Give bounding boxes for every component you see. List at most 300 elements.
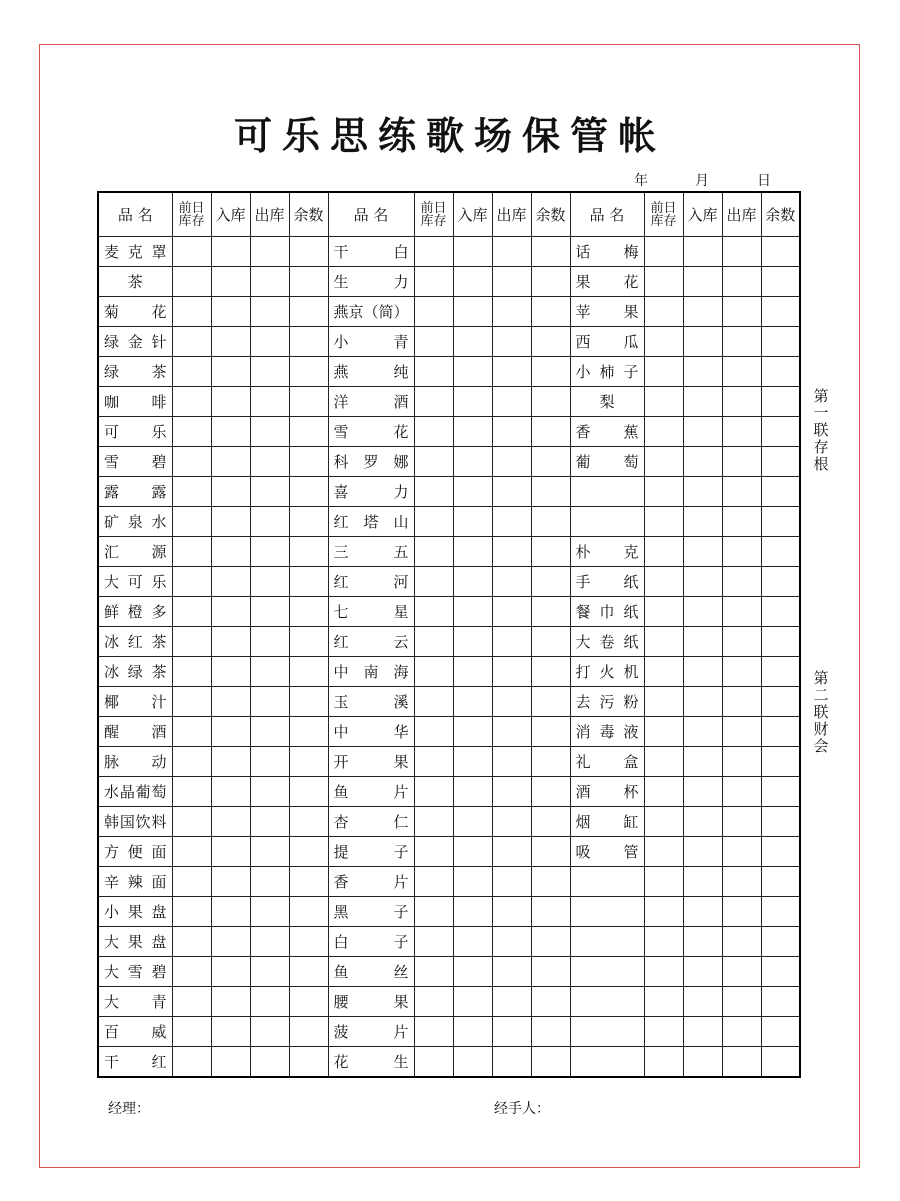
prev-stock-cell[interactable] bbox=[414, 747, 453, 777]
in-cell[interactable] bbox=[211, 597, 250, 627]
rest-cell[interactable] bbox=[289, 327, 328, 357]
rest-cell[interactable] bbox=[531, 597, 570, 627]
rest-cell[interactable] bbox=[531, 417, 570, 447]
rest-cell[interactable] bbox=[761, 507, 800, 537]
in-cell[interactable] bbox=[211, 717, 250, 747]
out-cell[interactable] bbox=[722, 687, 761, 717]
rest-cell[interactable] bbox=[761, 657, 800, 687]
out-cell[interactable] bbox=[250, 897, 289, 927]
rest-cell[interactable] bbox=[761, 1017, 800, 1047]
out-cell[interactable] bbox=[492, 597, 531, 627]
rest-cell[interactable] bbox=[531, 927, 570, 957]
out-cell[interactable] bbox=[250, 957, 289, 987]
rest-cell[interactable] bbox=[761, 447, 800, 477]
in-cell[interactable] bbox=[683, 777, 722, 807]
out-cell[interactable] bbox=[250, 657, 289, 687]
rest-cell[interactable] bbox=[761, 807, 800, 837]
rest-cell[interactable] bbox=[289, 357, 328, 387]
out-cell[interactable] bbox=[492, 687, 531, 717]
out-cell[interactable] bbox=[250, 687, 289, 717]
prev-stock-cell[interactable] bbox=[644, 867, 683, 897]
out-cell[interactable] bbox=[492, 237, 531, 267]
out-cell[interactable] bbox=[250, 297, 289, 327]
out-cell[interactable] bbox=[492, 507, 531, 537]
out-cell[interactable] bbox=[722, 267, 761, 297]
out-cell[interactable] bbox=[250, 357, 289, 387]
rest-cell[interactable] bbox=[531, 537, 570, 567]
out-cell[interactable] bbox=[492, 867, 531, 897]
out-cell[interactable] bbox=[250, 327, 289, 357]
in-cell[interactable] bbox=[453, 927, 492, 957]
prev-stock-cell[interactable] bbox=[172, 357, 211, 387]
in-cell[interactable] bbox=[683, 897, 722, 927]
out-cell[interactable] bbox=[250, 417, 289, 447]
out-cell[interactable] bbox=[722, 777, 761, 807]
out-cell[interactable] bbox=[722, 867, 761, 897]
prev-stock-cell[interactable] bbox=[414, 237, 453, 267]
in-cell[interactable] bbox=[683, 987, 722, 1017]
prev-stock-cell[interactable] bbox=[172, 837, 211, 867]
rest-cell[interactable] bbox=[531, 657, 570, 687]
rest-cell[interactable] bbox=[761, 327, 800, 357]
in-cell[interactable] bbox=[683, 1017, 722, 1047]
rest-cell[interactable] bbox=[289, 807, 328, 837]
in-cell[interactable] bbox=[683, 627, 722, 657]
out-cell[interactable] bbox=[492, 657, 531, 687]
out-cell[interactable] bbox=[722, 987, 761, 1017]
in-cell[interactable] bbox=[453, 687, 492, 717]
rest-cell[interactable] bbox=[761, 867, 800, 897]
prev-stock-cell[interactable] bbox=[414, 1047, 453, 1078]
prev-stock-cell[interactable] bbox=[414, 687, 453, 717]
prev-stock-cell[interactable] bbox=[414, 597, 453, 627]
in-cell[interactable] bbox=[211, 747, 250, 777]
out-cell[interactable] bbox=[492, 477, 531, 507]
rest-cell[interactable] bbox=[531, 447, 570, 477]
out-cell[interactable] bbox=[250, 567, 289, 597]
prev-stock-cell[interactable] bbox=[644, 1017, 683, 1047]
out-cell[interactable] bbox=[722, 957, 761, 987]
in-cell[interactable] bbox=[453, 867, 492, 897]
out-cell[interactable] bbox=[492, 267, 531, 297]
out-cell[interactable] bbox=[492, 387, 531, 417]
rest-cell[interactable] bbox=[761, 417, 800, 447]
in-cell[interactable] bbox=[211, 837, 250, 867]
in-cell[interactable] bbox=[683, 837, 722, 867]
out-cell[interactable] bbox=[492, 417, 531, 447]
in-cell[interactable] bbox=[211, 957, 250, 987]
rest-cell[interactable] bbox=[761, 927, 800, 957]
prev-stock-cell[interactable] bbox=[414, 807, 453, 837]
out-cell[interactable] bbox=[250, 987, 289, 1017]
prev-stock-cell[interactable] bbox=[644, 597, 683, 627]
rest-cell[interactable] bbox=[531, 777, 570, 807]
in-cell[interactable] bbox=[211, 927, 250, 957]
in-cell[interactable] bbox=[453, 567, 492, 597]
prev-stock-cell[interactable] bbox=[172, 537, 211, 567]
prev-stock-cell[interactable] bbox=[414, 717, 453, 747]
prev-stock-cell[interactable] bbox=[644, 837, 683, 867]
out-cell[interactable] bbox=[722, 327, 761, 357]
in-cell[interactable] bbox=[683, 327, 722, 357]
rest-cell[interactable] bbox=[531, 297, 570, 327]
out-cell[interactable] bbox=[722, 1047, 761, 1078]
in-cell[interactable] bbox=[683, 507, 722, 537]
prev-stock-cell[interactable] bbox=[414, 867, 453, 897]
prev-stock-cell[interactable] bbox=[172, 627, 211, 657]
out-cell[interactable] bbox=[722, 567, 761, 597]
rest-cell[interactable] bbox=[531, 987, 570, 1017]
out-cell[interactable] bbox=[722, 537, 761, 567]
out-cell[interactable] bbox=[722, 1017, 761, 1047]
prev-stock-cell[interactable] bbox=[172, 687, 211, 717]
prev-stock-cell[interactable] bbox=[414, 627, 453, 657]
out-cell[interactable] bbox=[250, 1017, 289, 1047]
prev-stock-cell[interactable] bbox=[172, 1047, 211, 1078]
out-cell[interactable] bbox=[492, 627, 531, 657]
in-cell[interactable] bbox=[683, 867, 722, 897]
rest-cell[interactable] bbox=[289, 777, 328, 807]
out-cell[interactable] bbox=[250, 717, 289, 747]
in-cell[interactable] bbox=[211, 867, 250, 897]
rest-cell[interactable] bbox=[531, 867, 570, 897]
rest-cell[interactable] bbox=[531, 567, 570, 597]
prev-stock-cell[interactable] bbox=[172, 417, 211, 447]
prev-stock-cell[interactable] bbox=[172, 297, 211, 327]
in-cell[interactable] bbox=[211, 657, 250, 687]
rest-cell[interactable] bbox=[289, 927, 328, 957]
prev-stock-cell[interactable] bbox=[172, 657, 211, 687]
in-cell[interactable] bbox=[211, 537, 250, 567]
prev-stock-cell[interactable] bbox=[644, 627, 683, 657]
out-cell[interactable] bbox=[722, 447, 761, 477]
in-cell[interactable] bbox=[683, 957, 722, 987]
prev-stock-cell[interactable] bbox=[644, 417, 683, 447]
rest-cell[interactable] bbox=[531, 1017, 570, 1047]
out-cell[interactable] bbox=[722, 237, 761, 267]
rest-cell[interactable] bbox=[531, 747, 570, 777]
out-cell[interactable] bbox=[250, 867, 289, 897]
in-cell[interactable] bbox=[453, 717, 492, 747]
out-cell[interactable] bbox=[722, 507, 761, 537]
rest-cell[interactable] bbox=[289, 447, 328, 477]
in-cell[interactable] bbox=[453, 837, 492, 867]
out-cell[interactable] bbox=[250, 447, 289, 477]
prev-stock-cell[interactable] bbox=[414, 957, 453, 987]
in-cell[interactable] bbox=[453, 267, 492, 297]
out-cell[interactable] bbox=[722, 927, 761, 957]
out-cell[interactable] bbox=[722, 477, 761, 507]
out-cell[interactable] bbox=[250, 837, 289, 867]
in-cell[interactable] bbox=[211, 897, 250, 927]
in-cell[interactable] bbox=[683, 657, 722, 687]
in-cell[interactable] bbox=[683, 807, 722, 837]
rest-cell[interactable] bbox=[531, 327, 570, 357]
in-cell[interactable] bbox=[453, 657, 492, 687]
rest-cell[interactable] bbox=[761, 477, 800, 507]
in-cell[interactable] bbox=[211, 357, 250, 387]
in-cell[interactable] bbox=[683, 447, 722, 477]
prev-stock-cell[interactable] bbox=[172, 807, 211, 837]
rest-cell[interactable] bbox=[531, 1047, 570, 1078]
rest-cell[interactable] bbox=[531, 957, 570, 987]
rest-cell[interactable] bbox=[531, 627, 570, 657]
prev-stock-cell[interactable] bbox=[172, 387, 211, 417]
prev-stock-cell[interactable] bbox=[172, 327, 211, 357]
prev-stock-cell[interactable] bbox=[644, 477, 683, 507]
prev-stock-cell[interactable] bbox=[414, 657, 453, 687]
in-cell[interactable] bbox=[211, 627, 250, 657]
in-cell[interactable] bbox=[683, 597, 722, 627]
out-cell[interactable] bbox=[492, 537, 531, 567]
prev-stock-cell[interactable] bbox=[644, 747, 683, 777]
in-cell[interactable] bbox=[683, 417, 722, 447]
out-cell[interactable] bbox=[722, 747, 761, 777]
out-cell[interactable] bbox=[492, 807, 531, 837]
in-cell[interactable] bbox=[683, 717, 722, 747]
in-cell[interactable] bbox=[683, 357, 722, 387]
rest-cell[interactable] bbox=[289, 837, 328, 867]
prev-stock-cell[interactable] bbox=[414, 327, 453, 357]
rest-cell[interactable] bbox=[289, 537, 328, 567]
prev-stock-cell[interactable] bbox=[172, 237, 211, 267]
in-cell[interactable] bbox=[211, 987, 250, 1017]
rest-cell[interactable] bbox=[289, 657, 328, 687]
out-cell[interactable] bbox=[250, 807, 289, 837]
prev-stock-cell[interactable] bbox=[172, 567, 211, 597]
out-cell[interactable] bbox=[250, 747, 289, 777]
out-cell[interactable] bbox=[722, 897, 761, 927]
out-cell[interactable] bbox=[250, 477, 289, 507]
rest-cell[interactable] bbox=[289, 237, 328, 267]
out-cell[interactable] bbox=[492, 897, 531, 927]
prev-stock-cell[interactable] bbox=[414, 447, 453, 477]
prev-stock-cell[interactable] bbox=[172, 447, 211, 477]
in-cell[interactable] bbox=[683, 567, 722, 597]
prev-stock-cell[interactable] bbox=[644, 507, 683, 537]
in-cell[interactable] bbox=[453, 807, 492, 837]
rest-cell[interactable] bbox=[761, 597, 800, 627]
out-cell[interactable] bbox=[492, 327, 531, 357]
rest-cell[interactable] bbox=[289, 1047, 328, 1078]
prev-stock-cell[interactable] bbox=[644, 357, 683, 387]
in-cell[interactable] bbox=[453, 1047, 492, 1078]
prev-stock-cell[interactable] bbox=[172, 477, 211, 507]
in-cell[interactable] bbox=[453, 537, 492, 567]
rest-cell[interactable] bbox=[531, 897, 570, 927]
prev-stock-cell[interactable] bbox=[414, 927, 453, 957]
in-cell[interactable] bbox=[683, 927, 722, 957]
rest-cell[interactable] bbox=[761, 297, 800, 327]
in-cell[interactable] bbox=[453, 747, 492, 777]
prev-stock-cell[interactable] bbox=[414, 897, 453, 927]
out-cell[interactable] bbox=[492, 1017, 531, 1047]
rest-cell[interactable] bbox=[531, 717, 570, 747]
in-cell[interactable] bbox=[453, 507, 492, 537]
prev-stock-cell[interactable] bbox=[172, 927, 211, 957]
prev-stock-cell[interactable] bbox=[172, 747, 211, 777]
in-cell[interactable] bbox=[453, 897, 492, 927]
out-cell[interactable] bbox=[250, 267, 289, 297]
prev-stock-cell[interactable] bbox=[414, 1017, 453, 1047]
in-cell[interactable] bbox=[211, 507, 250, 537]
in-cell[interactable] bbox=[211, 1047, 250, 1078]
rest-cell[interactable] bbox=[761, 687, 800, 717]
out-cell[interactable] bbox=[722, 657, 761, 687]
in-cell[interactable] bbox=[683, 537, 722, 567]
out-cell[interactable] bbox=[492, 447, 531, 477]
prev-stock-cell[interactable] bbox=[414, 417, 453, 447]
prev-stock-cell[interactable] bbox=[414, 777, 453, 807]
out-cell[interactable] bbox=[492, 357, 531, 387]
out-cell[interactable] bbox=[250, 627, 289, 657]
out-cell[interactable] bbox=[722, 627, 761, 657]
rest-cell[interactable] bbox=[289, 627, 328, 657]
rest-cell[interactable] bbox=[761, 957, 800, 987]
rest-cell[interactable] bbox=[761, 837, 800, 867]
in-cell[interactable] bbox=[211, 327, 250, 357]
prev-stock-cell[interactable] bbox=[644, 327, 683, 357]
prev-stock-cell[interactable] bbox=[644, 807, 683, 837]
in-cell[interactable] bbox=[683, 237, 722, 267]
rest-cell[interactable] bbox=[289, 507, 328, 537]
prev-stock-cell[interactable] bbox=[172, 1017, 211, 1047]
in-cell[interactable] bbox=[453, 327, 492, 357]
in-cell[interactable] bbox=[453, 477, 492, 507]
in-cell[interactable] bbox=[453, 297, 492, 327]
out-cell[interactable] bbox=[250, 507, 289, 537]
prev-stock-cell[interactable] bbox=[414, 837, 453, 867]
out-cell[interactable] bbox=[492, 987, 531, 1017]
prev-stock-cell[interactable] bbox=[414, 507, 453, 537]
rest-cell[interactable] bbox=[761, 357, 800, 387]
in-cell[interactable] bbox=[211, 237, 250, 267]
rest-cell[interactable] bbox=[761, 567, 800, 597]
prev-stock-cell[interactable] bbox=[414, 297, 453, 327]
out-cell[interactable] bbox=[722, 717, 761, 747]
in-cell[interactable] bbox=[211, 447, 250, 477]
rest-cell[interactable] bbox=[761, 627, 800, 657]
rest-cell[interactable] bbox=[289, 417, 328, 447]
prev-stock-cell[interactable] bbox=[172, 867, 211, 897]
in-cell[interactable] bbox=[453, 987, 492, 1017]
prev-stock-cell[interactable] bbox=[644, 447, 683, 477]
rest-cell[interactable] bbox=[289, 987, 328, 1017]
in-cell[interactable] bbox=[211, 477, 250, 507]
out-cell[interactable] bbox=[722, 597, 761, 627]
in-cell[interactable] bbox=[211, 687, 250, 717]
prev-stock-cell[interactable] bbox=[172, 957, 211, 987]
rest-cell[interactable] bbox=[289, 897, 328, 927]
in-cell[interactable] bbox=[453, 957, 492, 987]
out-cell[interactable] bbox=[250, 1047, 289, 1078]
rest-cell[interactable] bbox=[761, 747, 800, 777]
in-cell[interactable] bbox=[683, 297, 722, 327]
prev-stock-cell[interactable] bbox=[644, 897, 683, 927]
out-cell[interactable] bbox=[722, 387, 761, 417]
out-cell[interactable] bbox=[250, 597, 289, 627]
prev-stock-cell[interactable] bbox=[644, 387, 683, 417]
prev-stock-cell[interactable] bbox=[414, 987, 453, 1017]
rest-cell[interactable] bbox=[761, 267, 800, 297]
out-cell[interactable] bbox=[250, 237, 289, 267]
prev-stock-cell[interactable] bbox=[644, 237, 683, 267]
rest-cell[interactable] bbox=[289, 957, 328, 987]
out-cell[interactable] bbox=[492, 777, 531, 807]
out-cell[interactable] bbox=[250, 537, 289, 567]
rest-cell[interactable] bbox=[531, 267, 570, 297]
rest-cell[interactable] bbox=[289, 747, 328, 777]
in-cell[interactable] bbox=[211, 807, 250, 837]
prev-stock-cell[interactable] bbox=[644, 537, 683, 567]
prev-stock-cell[interactable] bbox=[644, 717, 683, 747]
out-cell[interactable] bbox=[492, 717, 531, 747]
in-cell[interactable] bbox=[683, 687, 722, 717]
out-cell[interactable] bbox=[722, 837, 761, 867]
in-cell[interactable] bbox=[453, 387, 492, 417]
rest-cell[interactable] bbox=[761, 987, 800, 1017]
out-cell[interactable] bbox=[250, 777, 289, 807]
rest-cell[interactable] bbox=[289, 387, 328, 417]
rest-cell[interactable] bbox=[761, 237, 800, 267]
in-cell[interactable] bbox=[683, 387, 722, 417]
prev-stock-cell[interactable] bbox=[644, 1047, 683, 1078]
in-cell[interactable] bbox=[453, 357, 492, 387]
out-cell[interactable] bbox=[492, 297, 531, 327]
rest-cell[interactable] bbox=[761, 1047, 800, 1078]
in-cell[interactable] bbox=[211, 297, 250, 327]
prev-stock-cell[interactable] bbox=[644, 567, 683, 597]
rest-cell[interactable] bbox=[531, 507, 570, 537]
prev-stock-cell[interactable] bbox=[172, 507, 211, 537]
out-cell[interactable] bbox=[492, 927, 531, 957]
rest-cell[interactable] bbox=[289, 267, 328, 297]
rest-cell[interactable] bbox=[531, 387, 570, 417]
out-cell[interactable] bbox=[492, 957, 531, 987]
prev-stock-cell[interactable] bbox=[644, 927, 683, 957]
rest-cell[interactable] bbox=[761, 387, 800, 417]
out-cell[interactable] bbox=[250, 927, 289, 957]
out-cell[interactable] bbox=[492, 837, 531, 867]
in-cell[interactable] bbox=[211, 387, 250, 417]
in-cell[interactable] bbox=[453, 447, 492, 477]
prev-stock-cell[interactable] bbox=[644, 957, 683, 987]
prev-stock-cell[interactable] bbox=[414, 537, 453, 567]
prev-stock-cell[interactable] bbox=[414, 267, 453, 297]
rest-cell[interactable] bbox=[531, 357, 570, 387]
prev-stock-cell[interactable] bbox=[414, 567, 453, 597]
in-cell[interactable] bbox=[453, 237, 492, 267]
in-cell[interactable] bbox=[211, 777, 250, 807]
out-cell[interactable] bbox=[722, 357, 761, 387]
rest-cell[interactable] bbox=[289, 717, 328, 747]
rest-cell[interactable] bbox=[289, 567, 328, 597]
prev-stock-cell[interactable] bbox=[172, 987, 211, 1017]
in-cell[interactable] bbox=[683, 477, 722, 507]
in-cell[interactable] bbox=[211, 417, 250, 447]
prev-stock-cell[interactable] bbox=[172, 597, 211, 627]
prev-stock-cell[interactable] bbox=[172, 777, 211, 807]
prev-stock-cell[interactable] bbox=[644, 777, 683, 807]
prev-stock-cell[interactable] bbox=[414, 357, 453, 387]
in-cell[interactable] bbox=[453, 627, 492, 657]
out-cell[interactable] bbox=[722, 417, 761, 447]
rest-cell[interactable] bbox=[289, 1017, 328, 1047]
out-cell[interactable] bbox=[492, 567, 531, 597]
rest-cell[interactable] bbox=[289, 477, 328, 507]
rest-cell[interactable] bbox=[761, 537, 800, 567]
rest-cell[interactable] bbox=[289, 687, 328, 717]
